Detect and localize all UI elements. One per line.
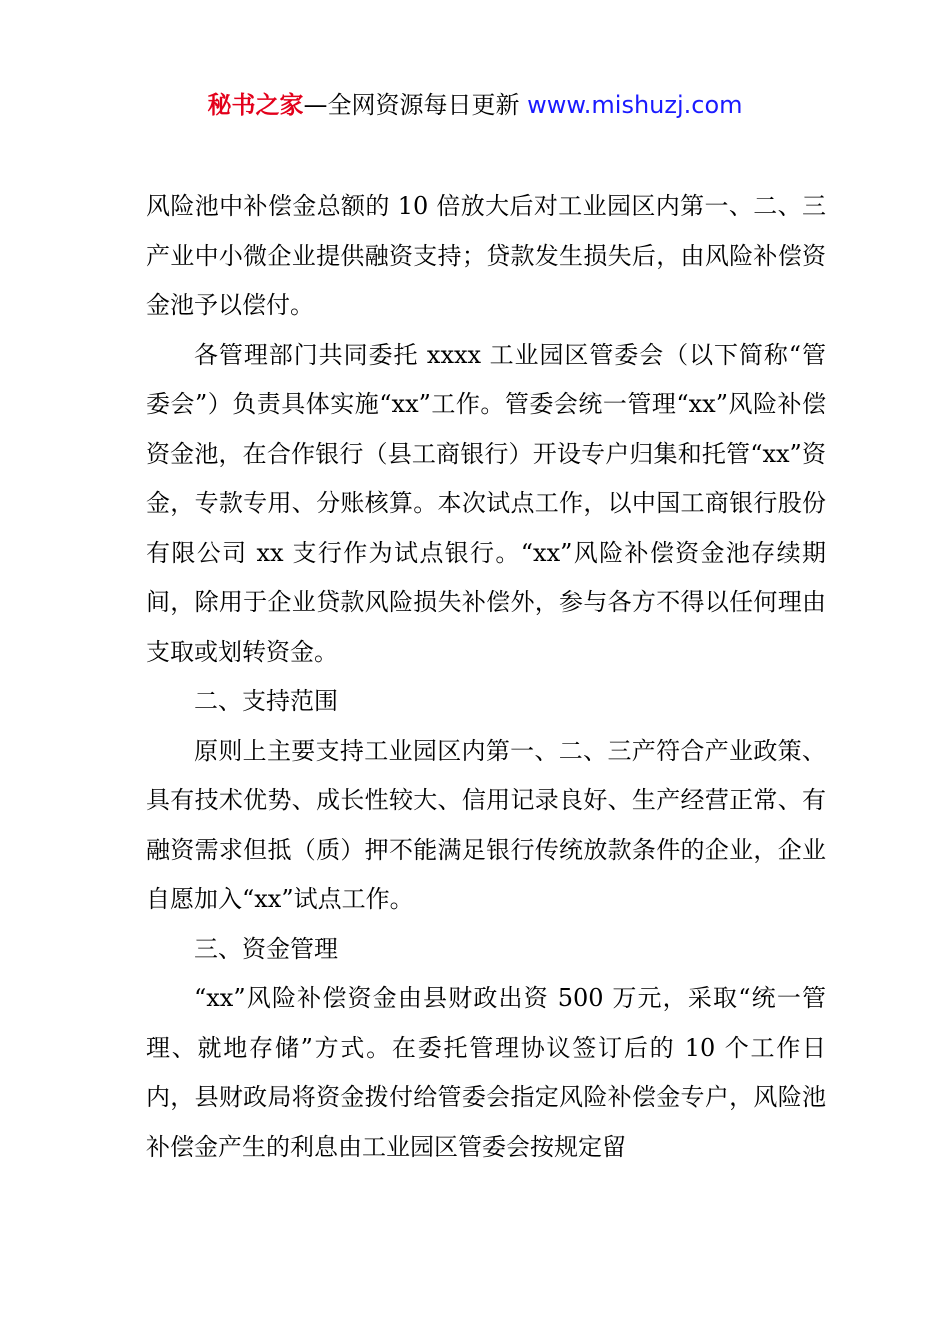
paragraph: 原则上主要支持工业园区内第一、二、三产符合产业政策、具有技术优势、成长性较大、信用记录良好、生产经营正常、有融资需求但抵（质）押不能满足银行传统放款条件的企业，企业自愿加入“xx”试点工作。 xyxy=(146,736,826,913)
section-heading: 三、资金管理 xyxy=(194,934,338,963)
site-url-link[interactable]: www.mishuzj.com xyxy=(527,91,743,119)
page-header xyxy=(0,88,950,122)
section-heading: 二、支持范围 xyxy=(194,687,338,715)
paragraph: 各管理部门共同委托 xxxx 工业园区管委会（以下简称“管委会”）负责具体实施“xx”工作。管委会统一管理“xx”风险补偿资金池，在合作银行（县工商银行）开设专户归集和托管“xx”资金，专款专用、分账核算。本次试点工作，以中国工商银行股份有限公司 xx 支行作为试点银行。“xx”风险补偿资金池存续期间，除用于企业贷款风险损失补偿外，参与各方不得以任何理由支取或划转资金。 xyxy=(146,340,826,666)
brand-name: 秘书之家 xyxy=(207,91,304,119)
paragraph: 风险池中补偿金总额的 10 倍放大后对工业园区内第一、二、三产业中小微企业提供融资支持；贷款发生损失后，由风险补偿资金池予以偿付。 xyxy=(146,192,826,319)
document-body xyxy=(146,182,826,1172)
header-tagline: —全网资源每日更新 xyxy=(303,91,528,119)
paragraph: “xx”风险补偿资金由县财政出资 500 万元，采取“统一管理、就地存储”方式。在委托管理协议签订后的 10 个工作日内，县财政局将资金拨付给管委会指定风险补偿金专户，风险池补偿金产生的利息由工业园区管委会按规定留 xyxy=(146,984,826,1161)
